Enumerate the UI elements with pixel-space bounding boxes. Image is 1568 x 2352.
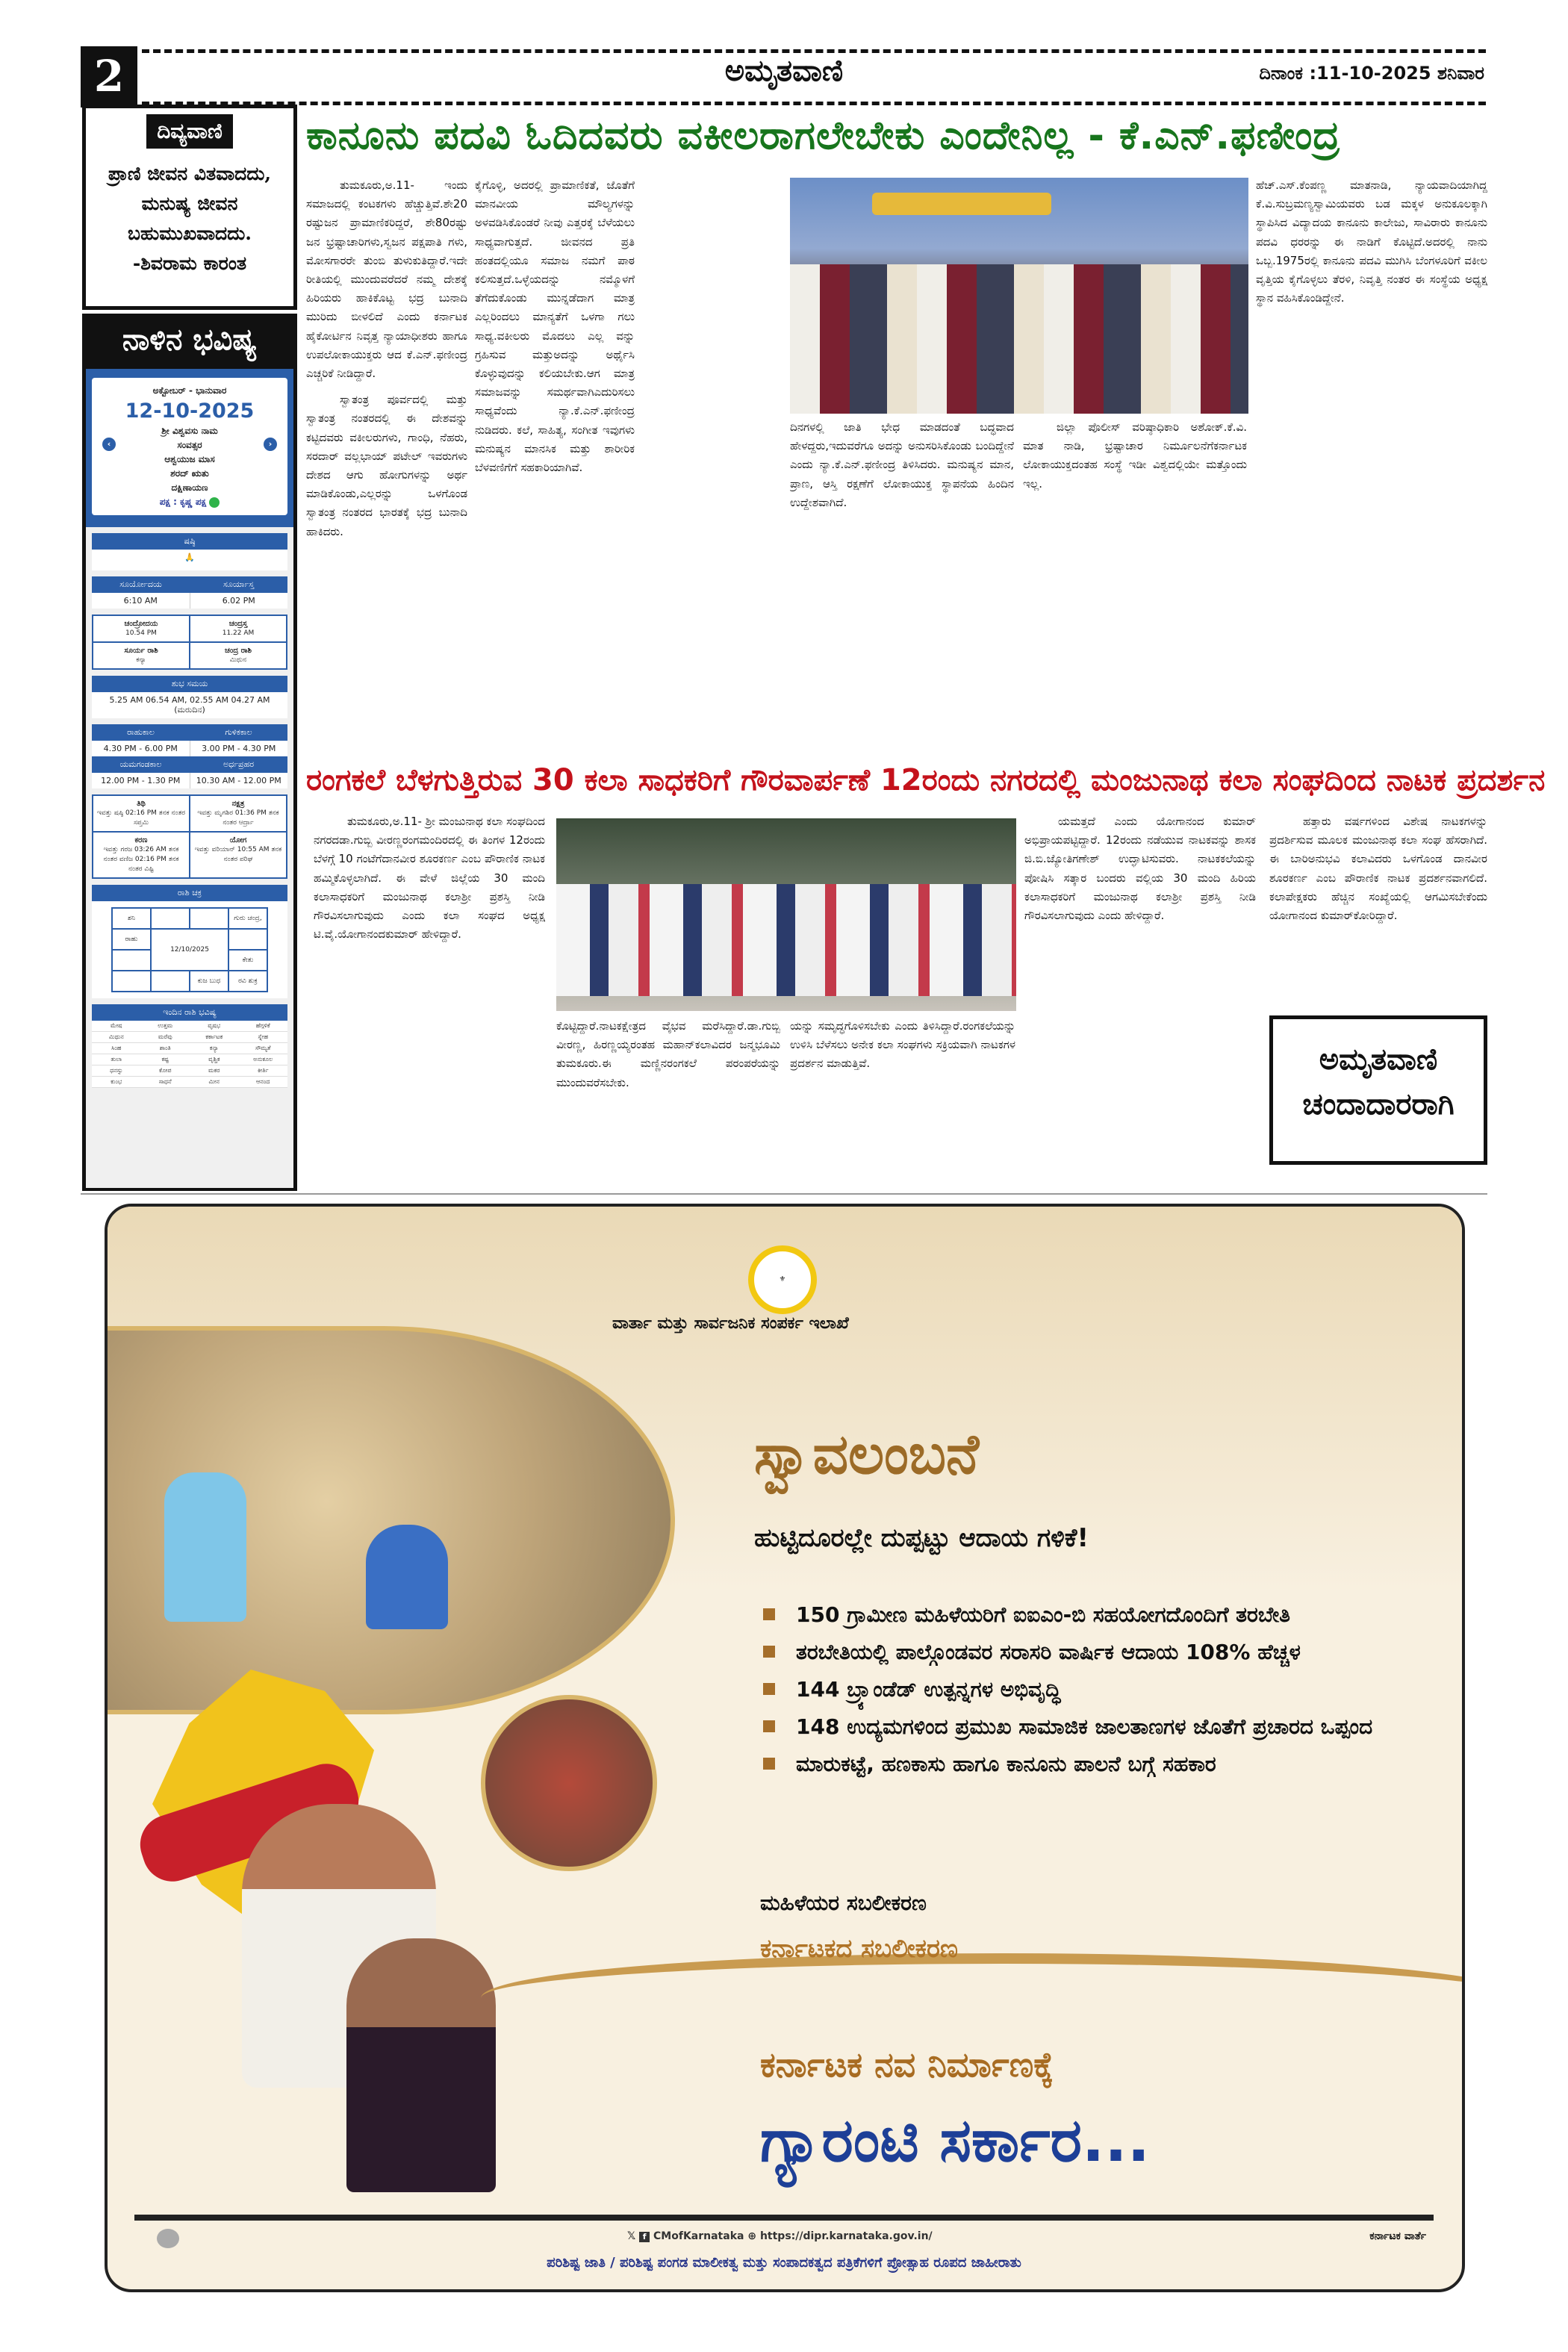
article1-col5 — [1256, 176, 1487, 751]
panchanga-card — [92, 378, 287, 515]
shubha-label: ಶುಭ ಸಮಯ — [92, 676, 287, 692]
rashi-chart-label: ರಾಶಿ ಚಕ್ರ — [92, 885, 287, 901]
rashi-cell: ಕರ್ಕಾಟಕ — [205, 1033, 223, 1040]
silk-cocoon-photo — [105, 1326, 675, 1714]
paragraph: ಕೈಗೊಳ್ಳಿ, ಅದರಲ್ಲಿ ಪ್ರಾಮಾಣಿಕತೆ, ಜೊತೆಗೆ ಮಾನವೀಯ ಮೌಲ್ಯಗಳನ್ನು ಅಳವಡಿಸಿಕೊಂಡರೆ ನೀವು ಎತ್ತರಕ್ಕೆ ಬೆಳೆಯಲು ಸಾಧ್ಯವಾಗುತ್ತದೆ. ಜೀವನದ ಪ್ರತಿ ಹಂತದಲ್ಲಿಯೂ ಸಮಾಜ ನಮಗೆ ಪಾಠ ಕಲಿಸುತ್ತದೆ.ಒಳ್ಳೆಯದನ್ನು ನಮ್ಮೊಳಗೆ ತೆಗೆದುಕೊಂಡು ಮುನ್ನಡೆದಾಗ ಮಾತ್ರ ಎಲ್ಲರಿಂದಲು ಮಾನ್ಯತೆಗೆ ಒಳಗಾ ಗಲು ಸಾಧ್ಯ.ವಕೀಲರು ಮೊದಲು ಎಲ್ಲ ವನ್ನು ಗ್ರಹಿಸುವ ಮತ್ತುಅದನ್ನು ಅರ್ಥೈಸಿ ಕೊಳ್ಳುವುದನ್ನು ಕಲಿಯಬೇಕು.ಆಗ ಮಾತ್ರ ಸಮಾಜವನ್ನು ಸಮರ್ಥವಾಗಿಎದುರಿಸಲು ಸಾಧ್ಯವೆಂದು ನ್ಯಾ.ಕೆ.ಎನ್.ಫಣೀಂದ್ರ ನುಡಿದರು. ಕಲೆ, ಸಾಹಿತ್ಯ, ಸಂಗೀತ ಇವುಗಳು ಮನುಷ್ಯನ ಮಾನಸಿಕ ಮತ್ತು ಶಾರೀರಿಕ ಬೆಳವಣಿಗೆಗೆ ಸಹಕಾರಿಯಾಗಿವೆ. — [475, 178, 635, 475]
rashi-cell: ಕೋಪ — [159, 1067, 172, 1074]
ad-bullet: ಮಾರುಕಟ್ಟೆ, ಹಣಕಾಸು ಹಾಗೂ ಕಾನೂನು ಪಾಲನೆ ಬಗ್ಗೆ ಸಹಕಾರ — [763, 1746, 1435, 1783]
rashi-row — [92, 1021, 287, 1032]
rashi-cell: ಮೇಷ — [110, 1022, 122, 1029]
chart-cell: ರಾಹು — [112, 929, 151, 950]
quote-line: ಪ್ರಾಣಿ ಜೀವನ ವಿತವಾದದು, — [108, 163, 272, 184]
rashi-cell: ಸ್ನೇಹ — [258, 1033, 268, 1040]
paragraph: ಜಿಲ್ಲಾ ಪೊಲೀಸ್ ವರಿಷ್ಠಾಧಿಕಾರಿ ಅಶೋಕ್.ಕೆ.ವಿ. ಮಾತ ನಾಡಿ, ಭ್ರಷ್ಟಾಚಾರ ನಿರ್ಮೂಲನೆಗೆಕರ್ನಾಟಕ ಲೋಕಾಯುಕ್ತದಂತಹ ಸಂಸ್ಥೆ ಇಡೀ ವಿಶ್ವದಲ್ಲಿಯೇ ಮತ್ತೊಂದು ಇಲ್ಲ. — [1023, 420, 1247, 491]
paragraph: ಹತ್ತಾರು ವರ್ಷಗಳಿಂದ ವಿಶೇಷ ನಾಟಕಗಳನ್ನು ಪ್ರದರ್ಶಿಸುವ ಮೂಲಕ ಮಂಜುನಾಥ ಕಲಾ ಸಂಘ ಹೆಸರಾಗಿದೆ. ಈ ಬಾರಿಅನುಭವಿ ಕಲಾವಿದರು ಒಳಗೊಂಡ ದಾನವೀರ ಶೂರಕರ್ಣ ಎಂಬ ಪೌರಾಣಿಕ ನಾಟಕ ಪ್ರದರ್ಶನವಾಗಲಿದೆ. ಕಲಾಪೇಕ್ಷಕರು ಹೆಚ್ಚಿನ ಸಂಖ್ಯೆಯಲ್ಲಿ ಆಗಮಿಸಬೇಕೆಂದು ಯೋಗಾನಂದ ಕುಮಾರ್‌ಕೋರಿದ್ದಾರೆ. — [1269, 815, 1487, 923]
issue-date: ದಿನಾಂಕ :11-10-2025 ಶನಿವಾರ — [1259, 63, 1484, 84]
globe-icon: ⊕ — [747, 2230, 757, 2242]
rashi-cell: ಮಿಥುನ — [108, 1033, 124, 1040]
article2-col1 — [314, 812, 545, 1182]
sunrise: 6:10 AM — [92, 593, 190, 609]
paragraph: ಯಮತ್ತದೆ ಎಂದು ಯೋಗಾನಂದ ಕುಮಾರ್ ಅಭಿಪ್ರಾಯಪಟ್ಟಿದ್ದಾರೆ. 12ರಂದು ನಡೆಯುವ ನಾಟಕವನ್ನು ಶಾಸಕ ಜಿ.ಬಿ.ಜ್ಯೋತಿಗಣೇಶ್ ಉದ್ಘಾಟಿಸುವರು. ನಾಟಕಕಲೆಯನ್ನು ಪೋಷಿಸಿ ಸತ್ಕಾರ ಬಂದರು ವಲ್ಲಿಯ 30 ಮಂದಿ ಹಿರಿಯ ಕಲಾಸಾಧಕರಿಗೆ ಮಂಜುನಾಥ ಕಲಾಶ್ರೀ ಪ್ರಶಸ್ತಿ ನೀಡಿ ಗೌರವಿಸಲಾಗುವುದು ಎಂದು ಹೇಳಿದ್ದಾರೆ. — [1024, 815, 1256, 923]
chart-cell: ಕುಜ ಬುಧ — [190, 971, 228, 992]
article2-photo — [556, 818, 1016, 1011]
ad-bottom-line: ಪರಿಶಿಷ್ಟ ಜಾತಿ / ಪರಿಶಿಷ್ಟ ಪಂಗಡ ಮಾಲೀಕತ್ವ ಮತ್ತು ಸಂಪಾದಕತ್ವದ ಪತ್ರಿಕೆಗಳಿಗೆ ಪ್ರೋತ್ಸಾಹ ರೂಪದ ಜಾಹೀರಾತು — [547, 2255, 1021, 2271]
gulika-label: ಗುಳಿಕಕಾಲ — [225, 727, 252, 737]
chart-cell: ಕೇತು — [228, 950, 267, 971]
rashi-row — [92, 1032, 287, 1043]
rashi-cell: ಕಷ್ಟ — [161, 1056, 169, 1063]
rashi-cell: ಮೀನ — [208, 1078, 220, 1085]
sunset-label: ಸೂರ್ಯಾಸ್ತ — [223, 579, 254, 589]
karana-label: ಕರಣ — [134, 836, 148, 844]
panchanga-date: 12-10-2025 — [125, 399, 255, 423]
deputy-cm-photo — [346, 1938, 496, 2192]
rashi-cell: ಸೌಮ್ಯತೆ — [255, 1045, 271, 1051]
paragraph: ದಿನಗಳಲ್ಲಿ ಜಾತಿ ಭೇಧ ಮಾಡದಂತೆ ಬದ್ಧವಾದ ಹೇಳದ್ದರು,ಇದುವರೆಗೂ ಅದನ್ನು ಅನುಸರಿಸಿಕೊಂಡು ಬಂದಿದ್ದೇನೆ ಎಂದು ನ್ಯಾ.ಕೆ.ಎನ್.ಫಣೀಂದ್ರ ತಿಳಿಸಿದರು. ಮನುಷ್ಯನ ಮಾನ, ಪ್ರಾಣ, ಆಸ್ತಿ ರಕ್ಷಣೆಗೆ ಲೋಕಾಯುಕ್ತ ಸ್ಥಾಪನೆಯ ಹಿಂದಿನ ಉದ್ದೇಶವಾಗಿದೆ. — [790, 420, 1014, 509]
moonset-label: ಚಂದ್ರಸ್ತ — [228, 620, 248, 628]
chart-cell — [151, 971, 190, 992]
paksha: ಪಕ್ಷ : ಕೃಷ್ಣ ಪಕ್ಷ — [159, 497, 207, 507]
rashi-cell: ಮಕರ — [208, 1067, 220, 1074]
chart-cell — [112, 971, 151, 992]
quote-line: ಬಹುಮುಖವಾದದು. — [128, 223, 252, 244]
x-icon[interactable]: 𝕏 — [627, 2230, 636, 2242]
rashi-cell: ಸಿಂಹ — [111, 1045, 122, 1051]
ardha-label: ಅರ್ಧಪ್ರಹರ — [223, 759, 255, 769]
moon-rashi: ಮಿಥುನ — [229, 656, 247, 664]
quote-tag: ದಿವ್ಯವಾಣಿ — [146, 114, 233, 149]
article2-col3 — [790, 1017, 1015, 1183]
shubha-time: 5.25 AM 06.54 AM, 02.55 AM 04.27 AM (ಮರುದಿನ) — [109, 695, 270, 715]
article1-col1 — [306, 176, 467, 751]
ritu: ಶರದ್ ಋತು — [170, 468, 209, 479]
social-handle[interactable]: CMofKarnataka — [653, 2230, 744, 2242]
moonrise: 10.54 PM — [125, 629, 157, 637]
yoga-label: ಯೋಗ — [229, 836, 247, 844]
ad-tag-women: ಮಹಿಳೆಯರ ಸಬಲೀಕರಣ — [760, 1891, 927, 1915]
moonrise-label: ಚಂದ್ರೋದಯ — [124, 620, 158, 628]
ad-footer-disclaimer — [157, 2229, 455, 2248]
subscribe-box[interactable] — [1269, 1015, 1487, 1165]
sunset: 6.02 PM — [222, 596, 255, 606]
chart-cell — [228, 929, 267, 950]
rashi-cell: ಉತ್ತಮ — [158, 1022, 173, 1029]
tithi-header: ಷಷ್ಠಿ — [92, 533, 287, 550]
rashi-row — [92, 1077, 287, 1088]
nakshatra-label: ನಕ್ಷತ್ರ — [231, 800, 245, 808]
page-number: 2 — [81, 46, 137, 108]
rashi-chart — [111, 907, 268, 992]
rashi-forecast-list — [92, 1021, 287, 1088]
ad-subtitle: ಹುಟ್ಟಿದೂರಲ್ಲೇ ದುಪ್ಪಟ್ಟು ಆದಾಯ ಗಳಿಕೆ! — [754, 1523, 1089, 1553]
karana: ಇವತ್ತು ಗರಜ 03:26 AM ತನಕ ನಂತರ ವಣಿಜ 02:16 PM ತನಕ ನಂತರ ವಿಷ್ಟಿ — [103, 846, 179, 873]
paragraph: ಸ್ವಾತಂತ್ರ ಪೂರ್ವದಲ್ಲಿ ಮತ್ತು ಸ್ವಾತಂತ್ರ ನಂತರದಲ್ಲಿ ಈ ದೇಶವನ್ನು ಕಟ್ಟಿದವರು ವಕೀಲರುಗಳು, ಗಾಂಧಿ, ನೆಹರು, ಸರದಾರ್ ವಲ್ಲಭಾಯ್ ಪಟೇಲ್ ಇವರುಗಳು ದೇಶದ ಆಗು ಹೋಗುಗಳನ್ನು ಅರ್ಥ ಮಾಡಿಕೊಂಡು,ಎಲ್ಲರನ್ನು ಒಳಗೊಂಡ ಸ್ವಾತಂತ್ರ ನಂತರದ ಭಾರತಕ್ಕೆ ಭದ್ರ ಬುನಾದಿ ಹಾಕಿದರು. — [306, 393, 467, 538]
article1-col2 — [475, 176, 635, 751]
sunrise-label: ಸೂರ್ಯೋದಯ — [119, 579, 162, 589]
rashi-cell: ಹೆಗ್ಗಳಿಕೆ — [255, 1022, 270, 1029]
women-crafts-photo — [481, 1695, 657, 1871]
ad-tag-karnataka: ಕರ್ನಾಟಕದ ಸಬಲೀಕರಣ — [760, 1934, 959, 1964]
chart-cell — [190, 908, 228, 929]
chart-date: 12/10/2025 — [151, 929, 228, 971]
prev-arrow-icon[interactable]: ‹ — [102, 438, 116, 451]
samvatsara-2: ಸಂವತ್ಸರ — [177, 440, 202, 450]
article1-col4 — [1023, 418, 1247, 751]
masthead: ಅಮೃತವಾಣಿ — [724, 54, 844, 88]
ad-divider — [81, 1193, 1487, 1195]
top-rule — [142, 49, 1486, 53]
nakshatra: ಇವತ್ತು ಮೃಗಶಿರ 01:36 PM ತನಕ ನಂತರ ಆರ್ದ್ರಾ — [197, 809, 279, 827]
panchanga-panel — [82, 366, 297, 1191]
headline-1: ಕಾನೂನು ಪದವಿ ಓದಿದವರು ವಕೀಲರಾಗಲೇಬೇಕು ಎಂದೇನಿಲ್ಲ - ಕೆ.ಎನ್.ಫಣೀಂದ್ರ — [306, 113, 1341, 158]
ad-bullet: ತರಬೇತಿಯಲ್ಲಿ ಪಾಲ್ಗೊಂಡವರ ಸರಾಸರಿ ವಾರ್ಷಿಕ ಆದಾಯ 108% ಹೆಚ್ಚಳ — [763, 1634, 1435, 1671]
article2-col2 — [556, 1017, 780, 1183]
rashi-row — [92, 1043, 287, 1054]
subscribe-line: ಚಂದಾದಾರರಾಗಿ — [1302, 1086, 1455, 1121]
quote-box — [82, 105, 297, 310]
sun-rashi-label: ಸೂರ್ಯ ರಾಶಿ — [124, 647, 158, 655]
next-arrow-icon[interactable]: › — [264, 438, 277, 451]
ayana: ದಕ್ಷಿಣಾಯಣ — [171, 482, 208, 493]
karnataka-emblem-logo: ⚜ — [748, 1245, 817, 1314]
article1-photo — [790, 178, 1248, 414]
ad-slogan-2: ಗ್ಯಾರಂಟಿ ಸರ್ಕಾರ... — [760, 2106, 1151, 2175]
horoscope-title: ನಾಳಿನ ಭವಿಷ್ಯ — [82, 314, 297, 366]
ad-bullet: 144 ಬ್ರ್ಯಾಂಡೆಡ್ ಉತ್ಪನ್ನಗಳ ಅಭಿವೃದ್ಧಿ — [763, 1671, 1435, 1708]
yoga: ಇವತ್ತು ವರಿಯಾನ್ 10:55 AM ತನಕ ನಂತರ ಪರಿಘ — [194, 846, 282, 863]
tithi-label: ತಿಥಿ — [137, 800, 146, 808]
facebook-icon[interactable]: f — [639, 2232, 650, 2242]
rashi-cell: ಅನುಕೂಲ — [253, 1056, 273, 1063]
samvatsara: ಶ್ರೀ ವಿಶ್ವವಸು ನಾಮ — [161, 426, 218, 436]
ad-title: ಸ್ವಾವಲಂಬನೆ — [754, 1422, 980, 1487]
rashi-cell: ವೃಶ್ಚಿಕ — [208, 1056, 220, 1063]
banner-graphic — [872, 193, 1051, 215]
article2-col4 — [1024, 812, 1256, 1182]
ad-bullet: 148 ಉದ್ಯಮಗಳಿಂದ ಪ್ರಮುಖ ಸಾಮಾಜಿಕ ಜಾಲತಾಣಗಳ ಜೊತೆಗೆ ಪ್ರಚಾರದ ಒಪ್ಪಂದ — [763, 1708, 1435, 1746]
rashi-cell: ಆನಂದ — [256, 1078, 270, 1085]
rashi-cell: ವೃಷಭ — [208, 1022, 221, 1029]
woman-figure — [366, 1525, 448, 1629]
paragraph: ಹೆಚ್.ಎಸ್.ಕೆಂಪಣ್ಣ ಮಾತನಾಡಿ, ನ್ಯಾಯವಾದಿಯಾಗಿದ್ದ ಕೆ.ವಿ.ಸುಬ್ರಮಣ್ಯಸ್ವಾಮಿಯವರು ಬಡ ಮಕ್ಕಳ ಅನುಕೂಲಕ್ಕಾಗಿ ಸ್ಥಾಪಿಸಿದ ವಿದ್ಯಾದಯ ಕಾನೂನು ಕಾಲೇಜು, ಸಾವಿರಾರು ಕಾನೂನು ಪದವಿ ಧರರನ್ನು ಈ ನಾಡಿಗೆ ಕೊಟ್ಟಿದೆ.ಅದರಲ್ಲಿ ನಾನು ಒಬ್ಬ.1975ರಲ್ಲಿ ಕಾನೂನು ಪದವಿ ಮುಗಿಸಿ ಬೆಂಗಳೂರಿಗೆ ವಕೀಲ ವೃತ್ತಿಯ ಕೈಗೊಳ್ಳಲು ತೆರಳಿ, ನಿವೃತ್ತಿ ನಂತರ ಈ ಸಂಸ್ಥೆಯ ಅಧ್ಯಕ್ಷ ಸ್ಥಾನ ವಹಿಸಿಕೊಂಡಿದ್ದೇನೆ. — [1256, 178, 1487, 305]
rashi-forecast-label: ಇಂದಿನ ರಾಶಿ ಭವಿಷ್ಯ — [92, 1004, 287, 1021]
people-group — [790, 264, 1248, 414]
woman-figure — [164, 1472, 246, 1622]
rashi-cell: ಸಾಧನೆ — [158, 1078, 172, 1085]
quote-text — [86, 159, 293, 279]
paragraph: ತುಮಕೂರು,ಅ.11- ಶ್ರೀ ಮಂಜುನಾಥ ಕಲಾ ಸಂಘದಿಂದ ನಗರದಡಾ.ಗುಬ್ಬಿ ವೀರಣ್ಣರಂಗಮಂದಿರದಲ್ಲಿ ಈ ತಿಂಗಳ 12ರಂದು ಬೆಳಗ್ಗೆ 10 ಗಂಟೆಗೆದಾನವೀರ ಶೂರಕರ್ಣ ಎಂಬ ಪೌರಾಣಿಕ ನಾಟಕ ಹಮ್ಮಿಕೊಳ್ಳಲಾಗಿದೆ. ಈ ವೇಳೆ ಜಿಲ್ಲೆಯ 30 ಮಂದಿ ಕಲಾಸಾಧಕರಿಗೆ ಮಂಜುನಾಥ ಕಲಾಶ್ರೀ ಪ್ರಶಸ್ತಿ ನೀಡಿ ಗೌರವಿಸಲಾಗುವುದು ಎಂದು ಕಲಾ ಸಂಘದ ಅಧ್ಯಕ್ಷ ಟಿ.ವೈ.ಯೋಗಾನಂದಕುಮಾರ್ ಹೇಳಿದ್ದಾರೆ. — [314, 815, 545, 942]
yama-time: 12.00 PM - 1.30 PM — [92, 773, 190, 788]
sun-rashi: ಕನ್ಯಾ — [136, 656, 146, 664]
rashi-row — [92, 1054, 287, 1065]
article2-col5 — [1269, 812, 1487, 1010]
yama-label: ಯಮಗಂಡಕಾಲ — [119, 759, 162, 769]
whatsapp-icon[interactable] — [209, 497, 220, 508]
department-name: ವಾರ್ತಾ ಮತ್ತು ಸಾರ್ವಜನಿಕ ಸಂಪರ್ಕ ಇಲಾಖೆ — [612, 1314, 849, 1333]
rashi-cell: ತುಲಾ — [111, 1056, 122, 1063]
quote-line: ಮನುಷ್ಯ ಜೀವನ — [141, 193, 238, 214]
decorative-curve — [481, 1953, 1465, 2043]
paragraph: ತುಮಕೂರು,ಅ.11- ಇಂದು ಸಮಾಜದಲ್ಲಿ ಕಂಟಕಗಳು ಹೆಚ್ಚುತ್ತಿವೆ.ಶೇ20 ರಷ್ಟುಜನ ಪ್ರಾಮಾಣಿಕರಿದ್ದರೆ, ಶೇ80ರಷ್ಟು ಜನ ಭ್ರಷ್ಟಾಚಾರಿಗಳು,ಸ್ವಜನ ಪಕ್ಷಪಾತಿ ಗಳು, ಮೋಸಗಾರರೇ ತುಂಬಿ ತುಳುಕುತಿದ್ದಾರೆ.ಇದೇ ರೀತಿಯಲ್ಲಿ ಮುಂದುವರೆದರೆ ನಮ್ಮ ದೇಶಕ್ಕೆ ಹಿರಿಯರು ಹಾಕಿಕೊಟ್ಟ ಭದ್ರ ಬುನಾದಿ ಮುರಿದು ಬೀಳಲಿದೆ ಎಂದು ಕರ್ನಾಟಕ ಹೈಕೋರ್ಟಿನ ನಿವೃತ್ತ ನ್ಯಾಯಾಧೀಶರು ಹಾಗೂ ಉಪಲೋಕಾಯುಕ್ತರು ಆದ ಕೆ.ಎನ್.ಫಣೀಂದ್ರ ಎಚ್ಚರಿಕೆ ನೀಡಿದ್ದಾರೆ. — [306, 178, 467, 381]
rashi-cell: ಶಾಂತಿ — [159, 1045, 171, 1051]
article1-col3 — [790, 418, 1014, 751]
emblem-icon — [157, 2229, 179, 2248]
month-day: ಅಕ್ಟೋಬರ್ - ಭಾನುವಾರ — [152, 385, 227, 396]
tithi: ಇವತ್ತು ಷಷ್ಠಿ 02:16 PM ತನಕ ನಂತರ ಸಪ್ತಮಿ — [96, 809, 186, 827]
rashi-cell: ಕೀರ್ತಿ — [258, 1067, 269, 1074]
chart-cell: ಶನಿ — [112, 908, 151, 929]
rashi-cell: ಧನಸ್ಸು — [110, 1067, 123, 1074]
headline-2: ರಂಗಕಲೆ ಬೆಳಗುತ್ತಿರುವ 30 ಕಲಾ ಸಾಧಕರಿಗೆ ಗೌರವಾರ್ಪಣೆ 12ರಂದು ನಗರದಲ್ಲಿ ಮಂಜುನಾಥ ಕಲಾ ಸಂಘದಿಂದ ನಾಟಕ ಪ್ರದರ್ಶನ — [306, 763, 1546, 797]
moonset: 11.22 AM — [222, 629, 255, 637]
gulika-time: 3.00 PM - 4.30 PM — [202, 744, 276, 753]
quote-author: -ಶಿವರಾಮ ಕಾರಂತ — [132, 252, 247, 274]
rahu-time: 4.30 PM - 6.00 PM — [92, 741, 190, 756]
ad-footer-social — [627, 2230, 933, 2242]
chart-cell: ಗುರು ಚಂದ್ರ, — [228, 908, 267, 929]
ad-bullet-list — [763, 1596, 1435, 1783]
rashi-cell: ಕನ್ಯಾ — [209, 1045, 219, 1051]
ad-bullet: 150 ಗ್ರಾಮೀಣ ಮಹಿಳೆಯರಿಗೆ ಐಐಎಂ-ಬಿ ಸಹಯೋಗದೊಂದಿಗೆ ತರಬೇತಿ — [763, 1596, 1435, 1634]
subscribe-line: ಅಮೃತವಾಣಿ — [1319, 1042, 1438, 1077]
rahu-label: ರಾಹುಕಾಲ — [127, 727, 155, 737]
people-group — [556, 884, 1016, 996]
rashi-cell: ಕುಂಭ — [111, 1078, 122, 1085]
rashi-row — [92, 1065, 287, 1077]
karnataka-varthe-logo: ಕರ್ನಾಟಕ ವಾರ್ತೆ — [1369, 2230, 1426, 2242]
paragraph: ಯನ್ನು ಸಮೃದ್ಧಗೊಳಿಸಬೇಕು ಎಂದು ತಿಳಿಸಿದ್ದಾರೆ.ರಂಗಕಲೆಯನ್ನು ಉಳಿಸಿ ಬೆಳೆಸಲು ಅನೇಕ ಕಲಾ ಸಂಘಗಳು ಸಕ್ರಿಯವಾಗಿ ನಾಟಕಗಳ ಪ್ರದರ್ಶನ ಮಾಡುತ್ತಿವೆ. — [790, 1019, 1015, 1071]
masa: ಆಶ್ವಯುಜ ಮಾಸ — [164, 454, 215, 464]
ad-slogan-1: ಕರ್ನಾಟಕ ನವ ನಿರ್ಮಾಣಕ್ಕೆ — [760, 2044, 1054, 2085]
paragraph: ಕೊಟ್ಟಿದ್ದಾರೆ.ನಾಟಕಕ್ಷೇತ್ರದ ವೈಭವ ಮರೆಸಿದ್ದಾರೆ.ಡಾ.ಗುಬ್ಬಿ ವೀರಣ್ಣ, ಹಿರಣ್ಣಯ್ಯರಂತಹ ಮಹಾನ್‌ಕಲಾವಿದರ ಜನ್ಮಭೂಮಿ ತುಮಕೂರು.ಈ ಮಣ್ಣಿನರಂಗಕಲೆ ಪರಂಪರೆಯನ್ನು ಮುಂದುವರೆಸಬೇಕು. — [556, 1019, 780, 1089]
website-link[interactable]: https://dipr.karnataka.gov.in/ — [759, 2230, 933, 2242]
masthead-rule — [142, 102, 1486, 105]
ad-footer-rule — [134, 2215, 1434, 2221]
chart-cell — [112, 950, 151, 971]
chart-cell: ರವಿ ಶುಕ್ರ — [228, 971, 267, 992]
deity-image: 🙏 — [184, 553, 195, 562]
chart-cell — [151, 908, 190, 929]
moon-rashi-label: ಚಂದ್ರ ರಾಶಿ — [225, 647, 252, 655]
ardha-time: 10.30 AM - 12.00 PM — [196, 776, 281, 785]
rashi-cell: ಮರೆವು — [158, 1033, 172, 1040]
